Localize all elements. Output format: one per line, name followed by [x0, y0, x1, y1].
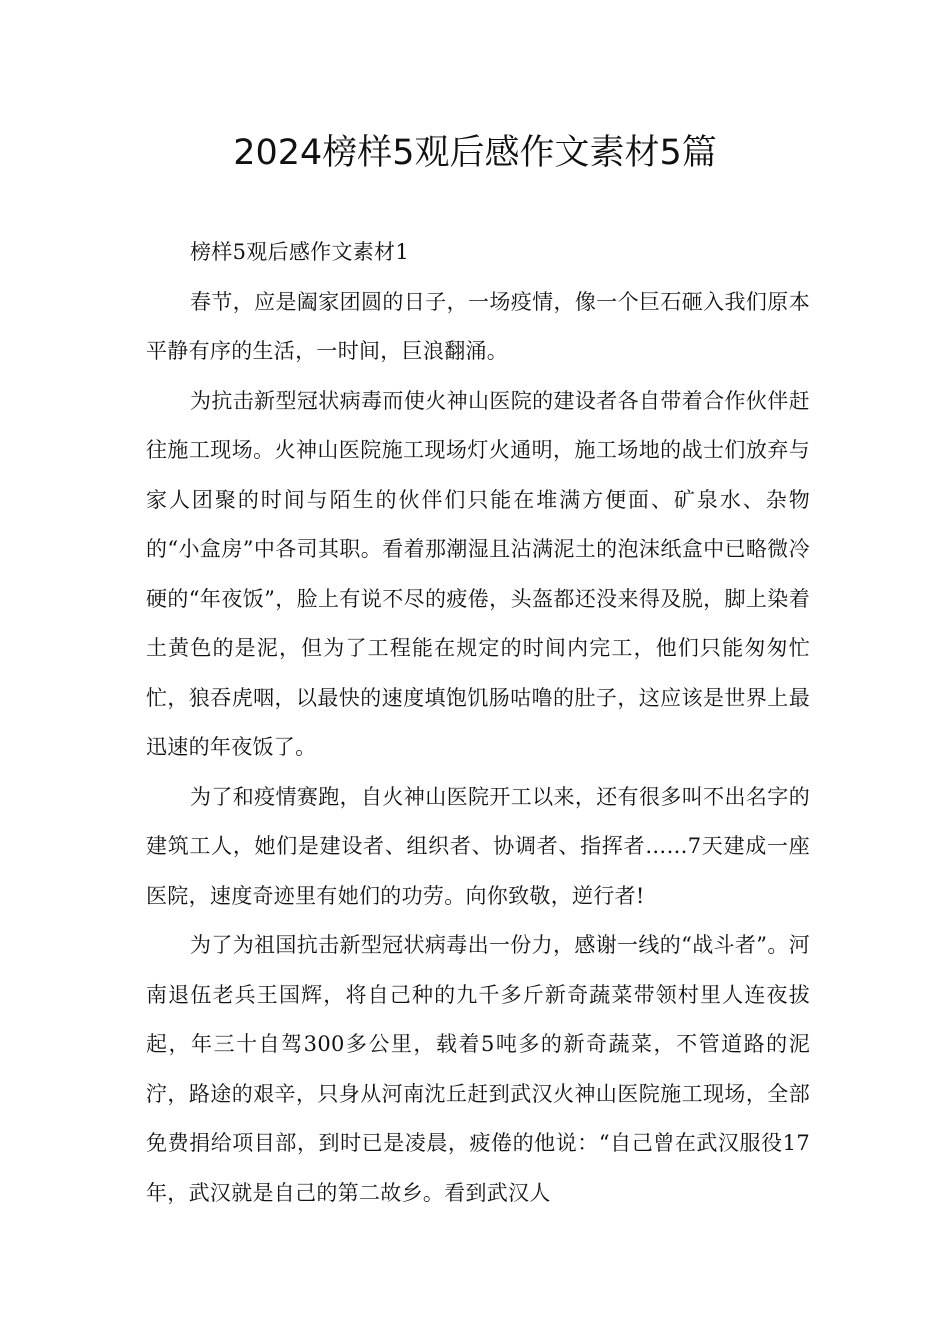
paragraph-4: 为了为祖国抗击新型冠状病毒出一份力，感谢一线的“战斗者”。河南退伍老兵王国辉，将自己种的九千多斤新奇蔬菜带领村里人连夜拔起，年三十自驾300多公里，载着5吨多的新奇蔬菜，不管道路的泥泞，路途的艰辛，只身从河南沈丘赶到武汉火神山医院施工现场，全部免费捐给项目部，到时已是凌晨，疲倦的他说：“自己曾在武汉服役17年，武汉就是自己的第二故乡。看到武汉人: [146, 933, 810, 1205]
document-title: 2024榜样5观后感作文素材5篇: [233, 133, 717, 173]
section-heading: 榜样5观后感作文素材1: [190, 240, 410, 264]
paragraph-1: 春节，应是阖家团圆的日子，一场疫情，像一个巨石砸入我们原本平静有序的生活，一时间，巨浪翻涌。: [146, 289, 810, 363]
paragraph-2: 为抗击新型冠状病毒而使火神山医院的建设者各自带着合作伙伴赶往施工现场。火神山医院施工现场灯火通明，施工场地的战士们放弃与家人团聚的时间与陌生的伙伴们只能在堆满方便面、矿泉水、杂物的“小盒房”中各司其职。看着那潮湿且沾满泥土的泡沫纸盒中已略微冷硬的“年夜饭”，脸上有说不尽的疲倦，头盔都还没来得及脱，脚上染着土黄色的是泥，但为了工程能在规定的时间内完工，他们只能匆匆忙忙，狼吞虎咽，以最快的速度填饱饥肠咕噜的肚子，这应该是世界上最迅速的年夜饭了。: [146, 388, 810, 759]
paragraph-3: 为了和疫情赛跑，自火神山医院开工以来，还有很多叫不出名字的建筑工人，她们是建设者、组织者、协调者、指挥者……7天建成一座医院，速度奇迹里有她们的功劳。向你致敬，逆行者!: [146, 784, 810, 908]
document-body: [146, 228, 810, 1218]
